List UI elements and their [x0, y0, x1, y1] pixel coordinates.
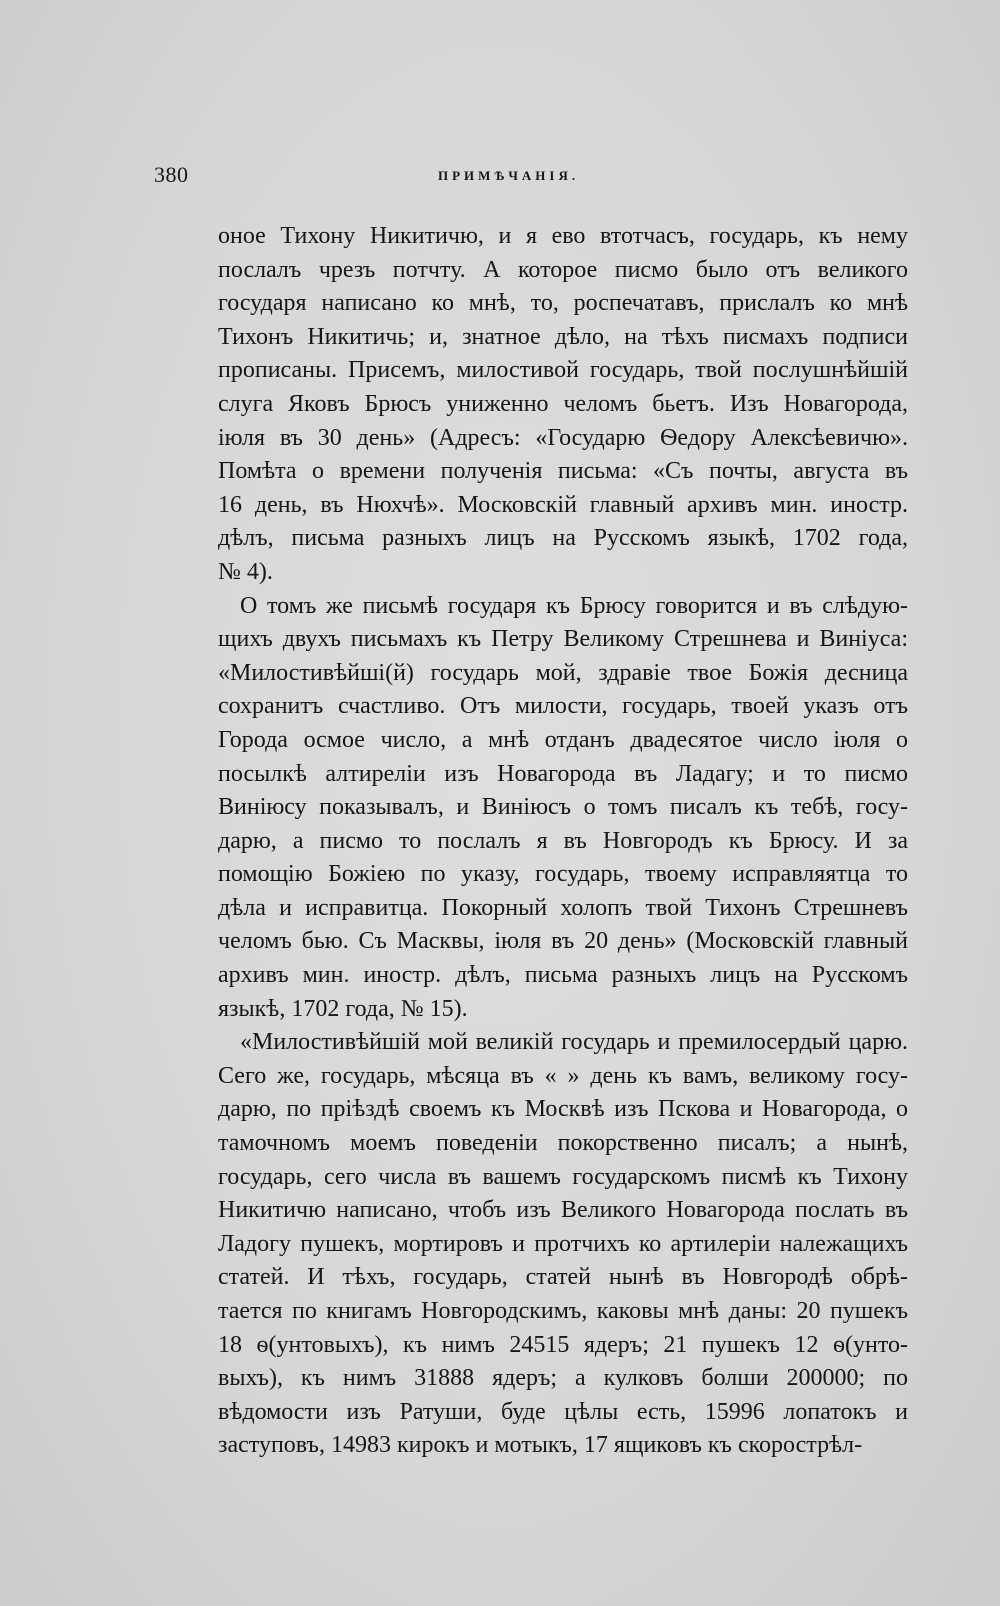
text-line: посылкѣ алтиреліи изъ Новагорода въ Ладагу; и то писмо — [218, 760, 908, 787]
running-head: ПРИМѢЧАНІЯ. — [438, 168, 580, 183]
text-line: Города осмое число, а мнѣ отданъ двадесятое число іюля о — [218, 726, 908, 753]
text-line: тамочномъ моемъ поведеніи покорственно писалъ; а нынѣ, — [218, 1130, 908, 1157]
text-line: заступовъ, 14983 кирокъ и мотыкъ, 17 ящиковъ къ скорострѣл- — [218, 1432, 863, 1459]
text-line: іюля въ 30 день» (Адресъ: «Государю Ѳедору Алексѣевичю». — [218, 424, 908, 451]
text-line: челомъ бью. Съ Масквы, іюля въ 20 день» (Московскій главный — [218, 928, 908, 955]
page-number: 380 — [154, 162, 189, 187]
text-line: Тихонъ Никитичь; и, знатное дѣло, на тѣхъ писмахъ подписи — [218, 323, 908, 350]
paragraph — [218, 220, 908, 590]
text-line: дарю, по пріѣздѣ своемъ къ Москвѣ изъ Пскова и Новагорода, о — [218, 1096, 908, 1123]
text-line: государя написано ко мнѣ, то, роспечатавъ, прислалъ ко мнѣ — [218, 290, 908, 317]
paragraph — [218, 1026, 908, 1463]
text-line: Ладогу пушекъ, мортировъ и протчихъ ко артилеріи належащихъ — [218, 1230, 908, 1257]
text-line: Виніюсу показывалъ, и Виніюсъ о томъ писалъ къ тебѣ, госу- — [218, 794, 908, 821]
text-line: Никитичю написано, чтобъ изъ Великого Новагорода послать въ — [218, 1197, 908, 1224]
text-line: оное Тихону Никитичю, и я ево втотчасъ, государь, къ нему — [218, 223, 908, 249]
text-line: О томъ же письмѣ государя къ Брюсу говорится и въ слѣдую- — [240, 592, 908, 619]
paragraph — [218, 590, 908, 1027]
text-line: вѣдомости изъ Ратуши, буде цѣлы есть, 15996 лопатокъ и — [218, 1398, 908, 1425]
text-line: языкѣ, 1702 года, № 15). — [218, 995, 468, 1022]
text-line: статей. И тѣхъ, государь, статей нынѣ въ Новгородѣ обрѣ- — [218, 1264, 908, 1291]
text-line: тается по книгамъ Новгородскимъ, каковы мнѣ даны: 20 пушекъ — [218, 1298, 908, 1324]
text-line: «Милостивѣйшій мой великій государь и премилосердый царю. — [240, 1029, 908, 1056]
text-line: дѣлъ, письма разныхъ лицъ на Русскомъ языкѣ, 1702 года, — [218, 525, 908, 552]
text-line: послалъ чрезъ потчту. А которое писмо было отъ великого — [218, 256, 908, 283]
text-line: щихъ двухъ письмахъ къ Петру Великому Стрешнева и Виніуса: — [218, 626, 908, 653]
text-line: государь, сего числа въ вашемъ государскомъ писмѣ къ Тихону — [218, 1163, 908, 1190]
text-line: Сего же, государь, мѣсяца въ « » день къ вамъ, великому госу- — [218, 1062, 908, 1089]
text-line: архивъ мин. иностр. дѣлъ, письма разныхъ лицъ на Русскомъ — [218, 962, 908, 989]
text-line: дѣла и исправитца. Покорный холопъ твой Тихонъ Стрешневъ — [218, 894, 908, 921]
text-line: сохранитъ счастливо. Отъ милости, государь, твоей указъ отъ — [218, 693, 908, 720]
text-line: слуга Яковъ Брюсъ униженно челомъ бьетъ. Изъ Новагорода, — [218, 390, 908, 417]
text-line: Помѣта о времени полученія письма: «Съ почты, августа въ — [218, 458, 908, 485]
text-line: «Милостивѣйші(й) государь мой, здравіе твое Божія десница — [218, 659, 908, 686]
text-line: 16 день, въ Нюхчѣ». Московскій главный архивъ мин. иностр. — [218, 491, 908, 518]
text-line: выхъ), къ нимъ 31888 ядеръ; а кулковъ болши 200000; по — [218, 1365, 908, 1392]
main-text — [218, 220, 908, 1463]
text-line: прописаны. Присемъ, милостивой государь, твой послушнѣйшій — [218, 357, 908, 384]
text-line: 18 ѳ(унтовыхъ), къ нимъ 24515 ядеръ; 21 пушекъ 12 ѳ(унто- — [218, 1331, 908, 1358]
text-line: дарю, а писмо то послалъ я въ Новгородъ къ Брюсу. И за — [218, 827, 908, 854]
text-line: № 4). — [218, 558, 273, 585]
text-line: помощію Божіею по указу, государь, твоему исправляятца то — [218, 861, 908, 888]
